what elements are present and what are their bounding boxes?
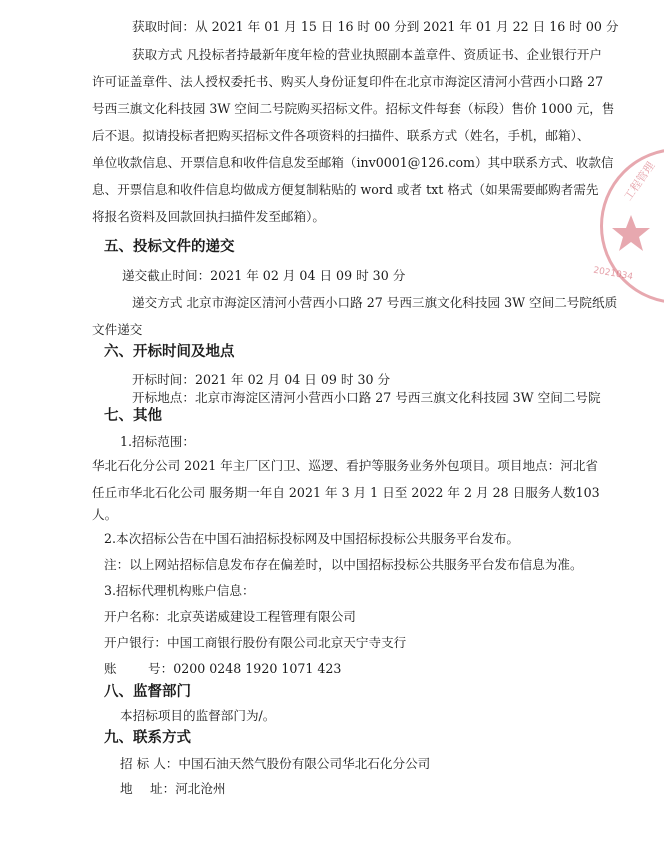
opening-place: 开标地点：北京市海淀区清河小营西小口路 27 号西三旗文化科技园 3W 空间二号院 [132,390,601,405]
account-bank: 开户银行：中国工商银行股份有限公司北京天宁寺支行 [104,635,407,650]
acquisition-method-line: 将报名资料及回款回执扫描件发至邮箱）。 [92,209,325,224]
seal-text-bottom: 2021034 [592,265,634,283]
supervision-text: 本招标项目的监督部门为/。 [120,708,276,723]
submission-deadline: 递交截止时间：2021 年 02 月 04 日 09 时 30 分 [122,268,406,283]
section-heading-other: 七、其他 [104,408,162,424]
section-heading-submission: 五、投标文件的递交 [104,239,235,255]
scope-line: 任丘市华北石化公司 服务期一年自 2021 年 3 月 1 日至 2022 年 2 月 28 日服务人数103 [92,485,600,500]
account-number: 号：0200 0248 1920 1071 423 [148,661,342,676]
acquisition-method-line: 许可证盖章件、法人授权委托书、购买人身份证复印件在北京市海淀区清河小营西小口路 27 [92,74,604,89]
publication-disclaimer: 注：以上网站招标信息发布存在偏差时，以中国招标投标公共服务平台发布信息为准。 [104,557,583,572]
address-label: 地 [120,781,133,796]
scope-title: 1.招标范围： [120,434,195,449]
section-heading-opening: 六、开标时间及地点 [104,344,235,360]
submission-method-line: 递交方式 北京市海淀区清河小营西小口路 27 号西三旗文化科技园 3W 空间二号院纸质 [132,295,618,310]
seal-star-icon [611,213,651,253]
scope-line: 人。 [92,507,118,522]
acquisition-method-line: 号西三旗文化科技园 3W 空间二号院购买招标文件。招标文件每套（标段）售价 1000 元，售 [92,101,615,116]
seal-text-top: 工程管理 [621,159,658,204]
scope-line: 华北石化分公司 2021 年主厂区门卫、巡逻、看护等服务业务外包项目。项目地点：河北省 [92,458,599,473]
acquisition-method-line: 息、开票信息和收件信息均做成方便复制粘贴的 word 或者 txt 格式（如果需要邮购者需先 [92,182,599,197]
acquisition-method-line: 获取方式 凡投标者持最新年度年检的营业执照副本盖章件、资质证书、企业银行开户 [132,47,602,62]
tenderer: 招 标 人：中国石油天然气股份有限公司华北石化分公司 [120,756,431,771]
section-heading-contact: 九、联系方式 [104,730,191,746]
opening-time: 开标时间：2021 年 02 月 04 日 09 时 30 分 [132,372,391,387]
submission-method-line: 文件递交 [92,322,143,337]
agency-account-title: 3.招标代理机构账户信息： [104,583,255,598]
acquisition-time: 获取时间：从 2021 年 01 月 15 日 16 时 00 分到 2021 年 01 月 22 日 16 时 00 分 [132,19,619,34]
publication-note: 2.本次招标公告在中国石油招标投标网及中国招标投标公共服务平台发布。 [104,531,520,546]
acquisition-method-line: 后不退。拟请投标者把购买招标文件各项资料的扫描件、联系方式（姓名，手机，邮箱）、 [92,128,590,143]
section-heading-supervision: 八、监督部门 [104,684,191,700]
address-value: 址：河北沧州 [150,781,226,796]
account-name: 开户名称：北京英诺威建设工程管理有限公司 [104,609,356,624]
account-number-label: 账 [104,661,117,676]
acquisition-method-line: 单位收款信息、开票信息和收件信息发至邮箱（inv0001@126.com）其中联系方式、收款信 [92,155,614,170]
